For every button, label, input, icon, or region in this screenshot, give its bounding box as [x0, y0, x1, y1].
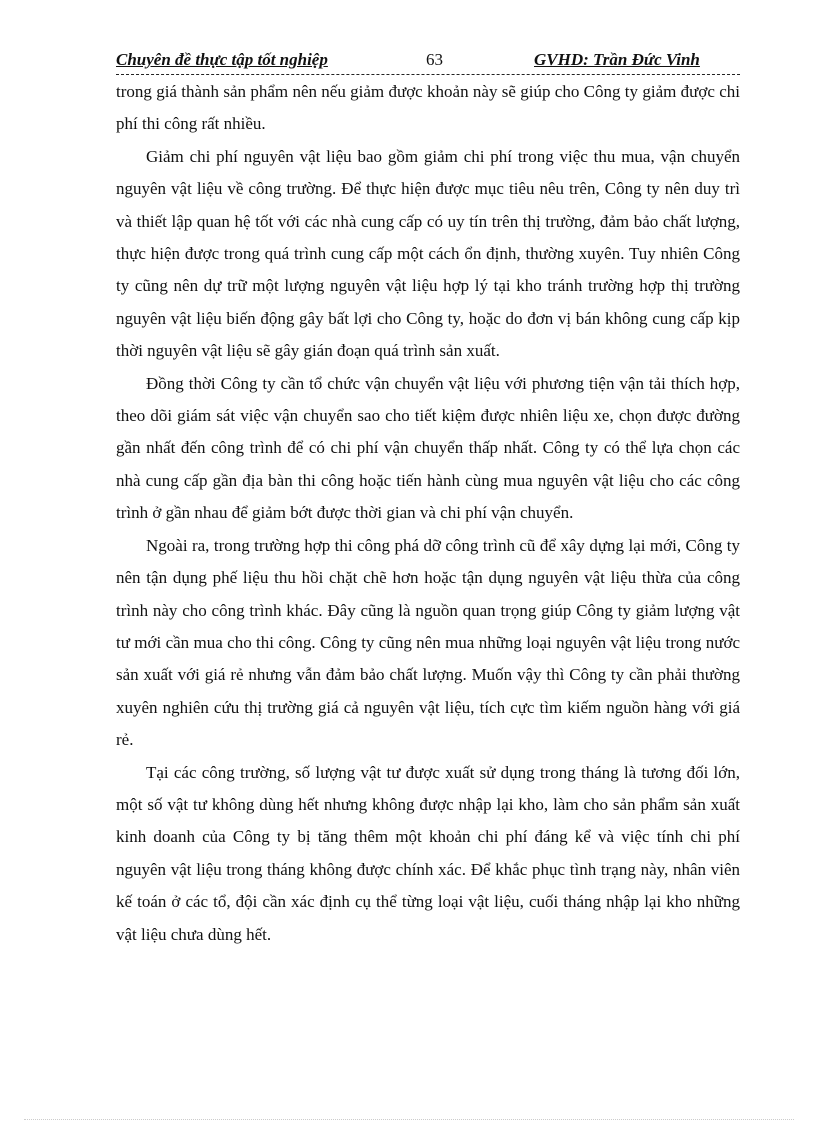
paragraph-inventory-return: Tại các công trường, số lượng vật tư được xuất sử dụng trong tháng là tương đối lớn, một số vật tư không dùng hết nhưng không được nhập lại kho, làm cho sản phẩm sản xuất kinh doanh của Công ty bị tăng thêm một khoản chi phí đáng kể và việc tính chi phí nguyên vật liệu trong tháng không được chính xác. Để khắc phục tình trạng này, nhân viên kế toán ở các tổ, đội cần xác định cụ thể từng loại vật liệu, cuối tháng nhập lại kho những vật liệu chưa dùng hết. [116, 762, 740, 944]
header-supervisor: GVHD: Trần Đức Vinh [534, 50, 700, 69]
header-report-title: Chuyên đề thực tập tốt nghiệp [116, 50, 328, 69]
page-header [116, 48, 740, 75]
paragraph-material-cost: Giảm chi phí nguyên vật liệu bao gồm giảm chi phí trong việc thu mua, vận chuyển nguyên vật liệu về công trường. Để thực hiện được mục tiêu nêu trên, Công ty nên duy trì và thiết lập quan hệ tốt với các nhà cung cấp có uy tín trên thị trường, đảm bảo chất lượng, thực hiện được trong quá trình cung cấp một cách ổn định, thường xuyên. Tuy nhiên Công ty cũng nên dự trữ một lượng nguyên vật liệu hợp lý tại kho tránh trường hợp thị trường nguyên vật liệu biến động gây bất lợi cho Công ty, hoặc do đơn vị bán không cung cấp kịp thời nguyên vật liệu sẽ gây gián đoạn quá trình sản xuất. [116, 146, 740, 361]
page-bottom-divider [24, 1119, 794, 1120]
paragraph-transport: Đồng thời Công ty cần tổ chức vận chuyển vật liệu với phương tiện vận tải thích hợp, theo dõi giám sát việc vận chuyển sao cho tiết kiệm được nhiên liệu xe, chọn được đường gần nhất đến công trình để có chi phí vận chuyển thấp nhất. Công ty có thể lựa chọn các nhà cung cấp gần địa bàn thi công hoặc tiến hành cùng mua nguyên vật liệu cho các công trình ở gần nhau để giảm bớt được thời gian và chi phí vận chuyển. [116, 373, 740, 523]
document-body [116, 76, 740, 951]
header-page-number: 63 [426, 50, 443, 69]
paragraph-continuation: trong giá thành sản phẩm nên nếu giảm được khoản này sẽ giúp cho Công ty giảm được chi phí thi công rất nhiều. [116, 82, 740, 134]
paragraph-scrap-reuse: Ngoài ra, trong trường hợp thi công phá dỡ công trình cũ để xây dựng lại mới, Công ty nên tận dụng phế liệu thu hồi chặt chẽ hơn hoặc tận dụng nguyên vật liệu thừa của công trình này cho công trình khác. Đây cũng là nguồn quan trọng giúp Công ty giảm lượng vật tư mới cần mua cho thi công. Công ty cũng nên mua những loại nguyên vật liệu trong nước sản xuất với giá rẻ nhưng vẫn đảm bảo chất lượng. Muốn vậy thì Công ty cần phải thường xuyên nghiên cứu thị trường giá cả nguyên vật liệu, tích cực tìm kiếm nguồn hàng với giá rẻ. [116, 535, 740, 750]
